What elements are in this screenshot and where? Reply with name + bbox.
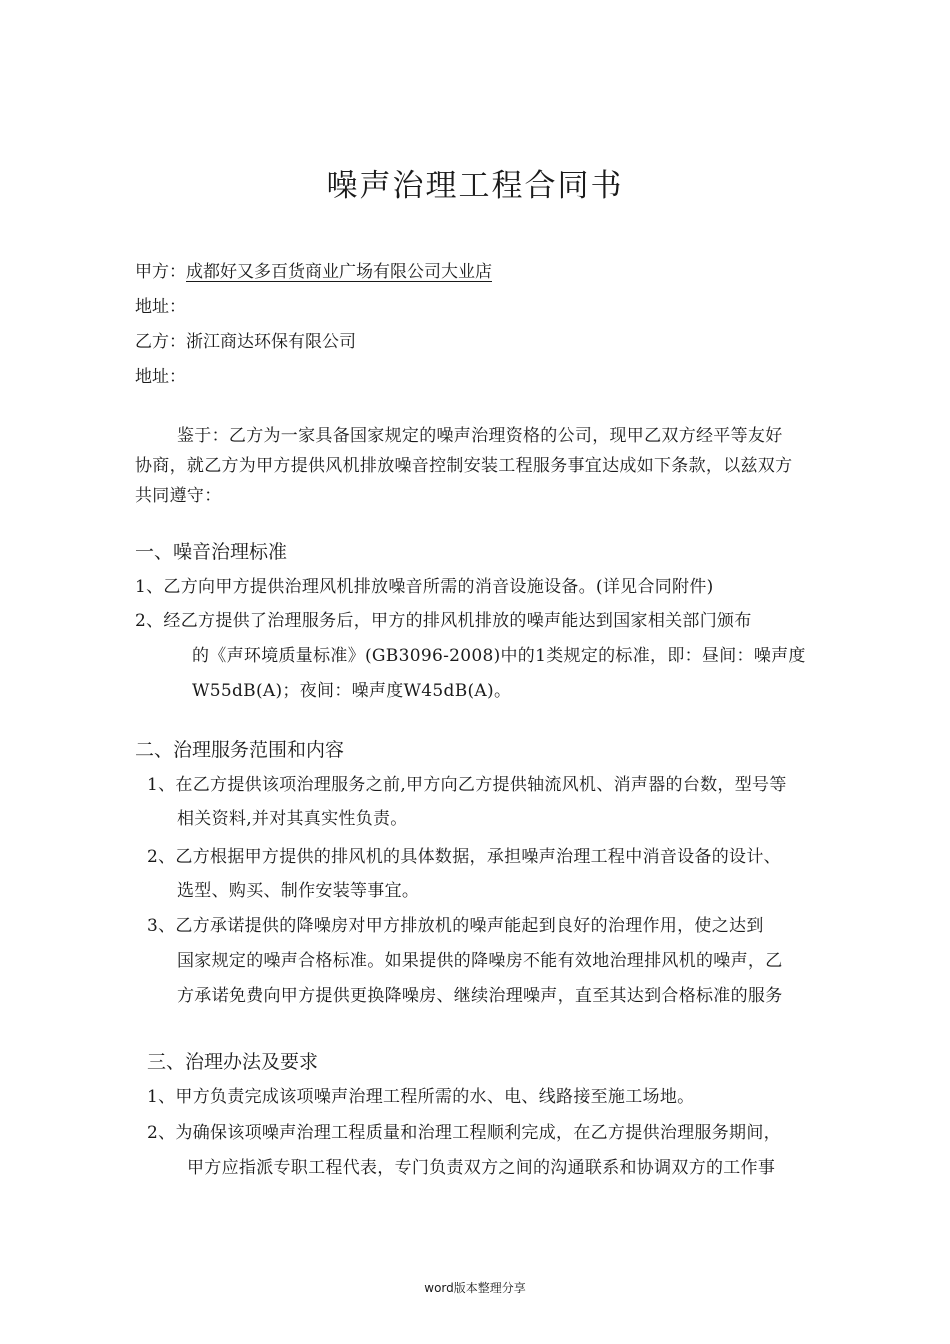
preamble-line: 协商，就乙方为甲方提供风机排放噪音控制安装工程服务事宜达成如下条款，以兹双方 (135, 456, 793, 476)
clause-line: 方承诺免费向甲方提供更换降噪房、继续治理噪声，直至其达到合格标准的服务 (177, 986, 783, 1006)
party-a-line (135, 257, 492, 282)
preamble-line: 鉴于：乙方为一家具备国家规定的噪声治理资格的公司，现甲乙双方经平等友好 (177, 426, 783, 446)
address-a: 地址： (135, 297, 186, 317)
clause-line: 3、乙方承诺提供的降噪房对甲方排放机的噪声能起到良好的治理作用，使之达到 (147, 916, 764, 936)
clause-line: 国家规定的噪声合格标准。如果提供的降噪房不能有效地治理排风机的噪声，乙 (177, 951, 783, 971)
clause-line: 选型、购买、制作安装等事宜。 (177, 881, 420, 901)
clause-line: 2、乙方根据甲方提供的排风机的具体数据，承担噪声治理工程中消音设备的设计、 (147, 847, 781, 867)
clause-line: 甲方应指派专职工程代表，专门负责双方之间的沟通联系和协调双方的工作事 (187, 1158, 776, 1178)
section-heading: 三、治理办法及要求 (147, 1051, 319, 1073)
address-b: 地址： (135, 367, 186, 387)
page-footer: word版本整理分享 (424, 1281, 526, 1295)
party-a-label: 甲方： (135, 262, 186, 282)
clause-line: 1、乙方向甲方提供治理风机排放噪音所需的消音设施设备。(详见合同附件) (135, 577, 714, 597)
clause-line: 的《声环境质量标准》(GB3096-2008)中的1类规定的标准，即：昼间：噪声度 (192, 646, 806, 666)
clause-line: 1、在乙方提供该项治理服务之前,甲方向乙方提供轴流风机、消声器的台数，型号等 (147, 775, 787, 795)
party-b-line (135, 327, 356, 352)
section-heading: 二、治理服务范围和内容 (135, 739, 345, 761)
party-a-name: 成都好又多百货商业广场有限公司大业店 (186, 262, 492, 282)
section-heading: 一、噪音治理标准 (135, 541, 288, 563)
clause-line: 相关资料,并对其真实性负责。 (177, 809, 408, 829)
preamble-line: 共同遵守： (135, 486, 222, 506)
clause-line: 1、甲方负责完成该项噪声治理工程所需的水、电、线路接至施工场地。 (147, 1087, 695, 1107)
clause-line: W55dB(A)；夜间：噪声度W45dB(A)。 (192, 681, 512, 701)
clause-line: 2、为确保该项噪声治理工程质量和治理工程顺利完成，在乙方提供治理服务期间， (147, 1123, 781, 1143)
party-b-label: 乙方： (135, 332, 186, 352)
document-title: 噪声治理工程合同书 (326, 168, 624, 204)
party-b-name: 浙江商达环保有限公司 (186, 332, 356, 352)
clause-line: 2、经乙方提供了治理服务后，甲方的排风机排放的噪声能达到国家相关部门颁布 (135, 611, 752, 631)
